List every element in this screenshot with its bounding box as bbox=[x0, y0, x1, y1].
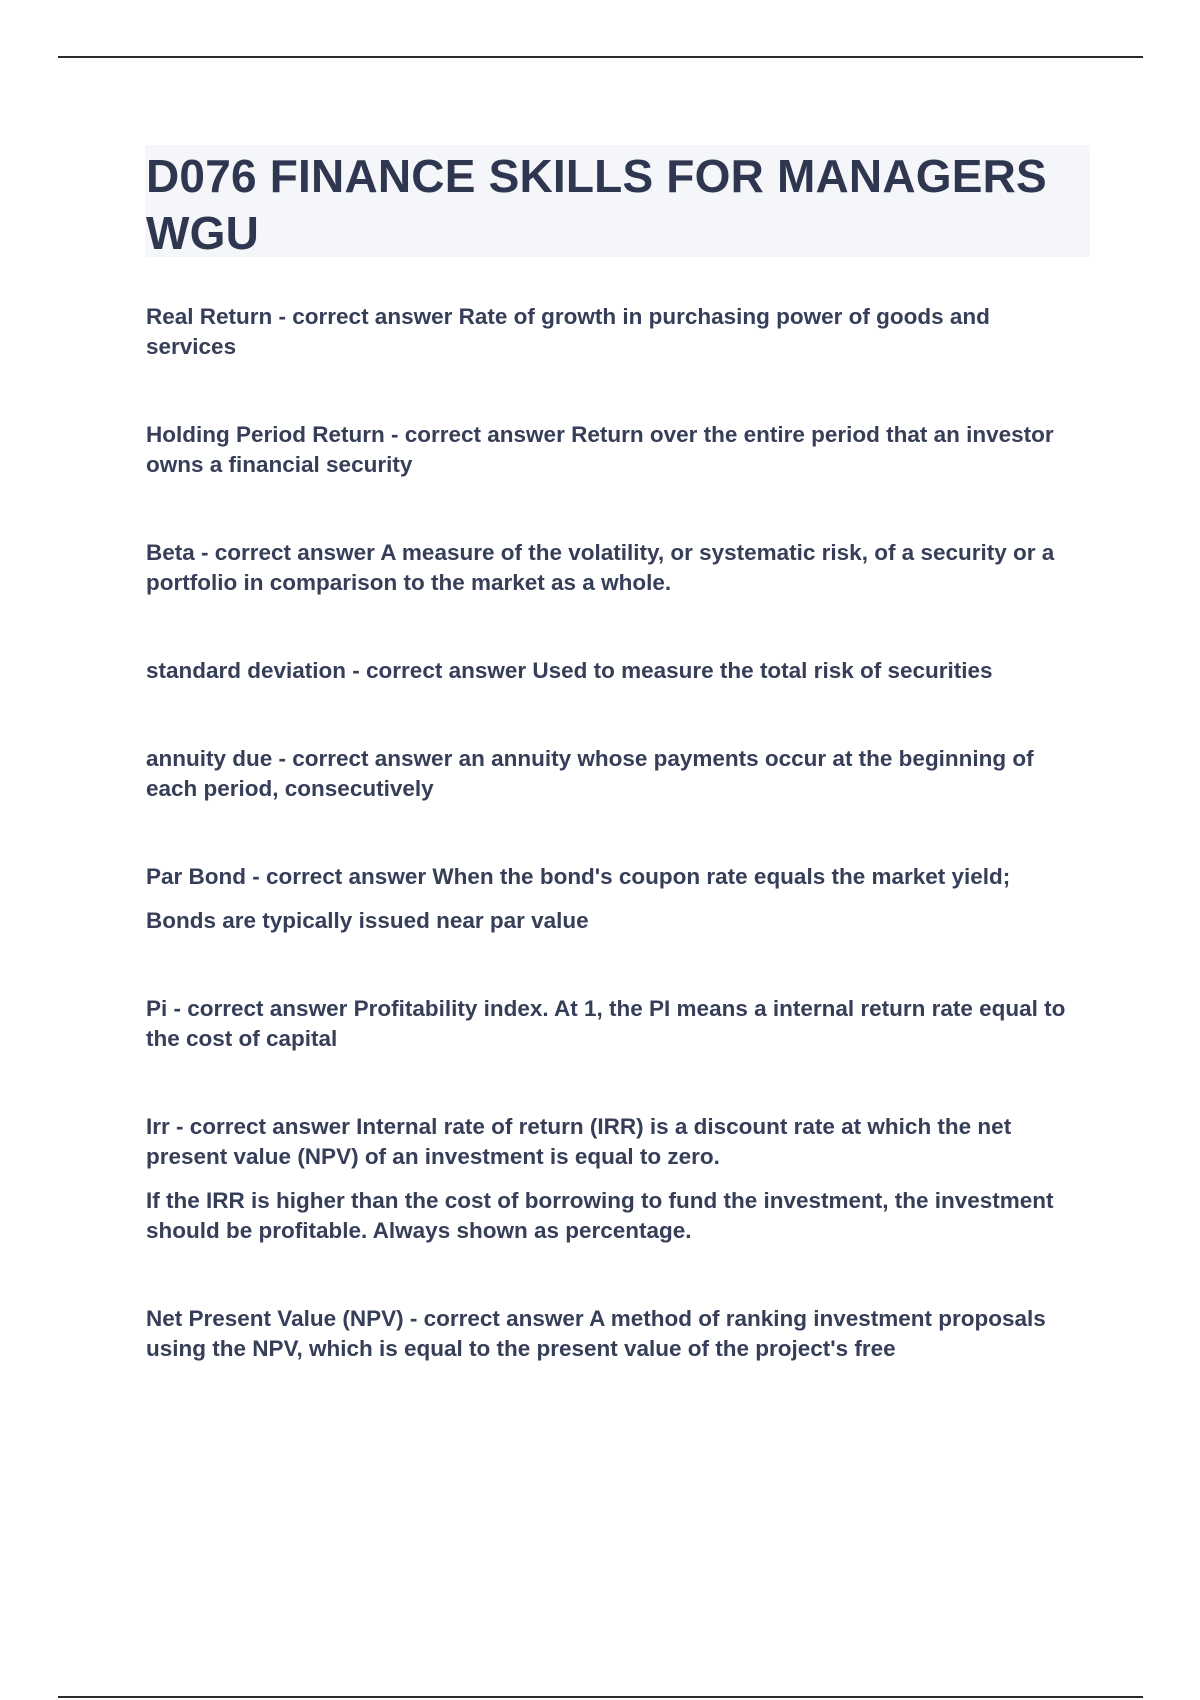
page-title: D076 FINANCE SKILLS FOR MANAGERS WGU bbox=[146, 150, 1047, 259]
flashcard-text-continued: If the IRR is higher than the cost of borrowing to fund the investment, the investment should be profitable. Always shown as percentage. bbox=[146, 1188, 1054, 1243]
flashcard-par-bond bbox=[146, 862, 1086, 936]
flashcard-text: Real Return - correct answer Rate of growth in purchasing power of goods and services bbox=[146, 304, 990, 359]
flashcard-text-continued: Bonds are typically issued near par value bbox=[146, 908, 589, 933]
flashcard-real-return bbox=[146, 302, 1086, 362]
flashcard-text: Net Present Value (NPV) - correct answer A method of ranking investment proposals using the NPV, which is equal to the present value of the project's free bbox=[146, 1306, 1046, 1361]
flashcard-beta bbox=[146, 538, 1086, 598]
flashcard-npv bbox=[146, 1304, 1086, 1364]
flashcard-text: Irr - correct answer Internal rate of return (IRR) is a discount rate at which the net present value (NPV) of an investment is equal to zero. bbox=[146, 1114, 1012, 1169]
flashcard-pi bbox=[146, 994, 1086, 1054]
flashcard-text: annuity due - correct answer an annuity whose payments occur at the beginning of each period, consecutively bbox=[146, 746, 1034, 801]
flashcard-annuity-due bbox=[146, 744, 1086, 804]
flashcard-text: Pi - correct answer Profitability index. At 1, the PI means a internal return rate equal to the cost of capital bbox=[146, 996, 1066, 1051]
flashcard-text: Par Bond - correct answer When the bond's coupon rate equals the market yield; bbox=[146, 864, 1011, 889]
flashcard-text: Beta - correct answer A measure of the volatility, or systematic risk, of a security or a portfolio in comparison to the market as a whole. bbox=[146, 540, 1055, 595]
bottom-divider bbox=[58, 1696, 1143, 1698]
flashcard-list bbox=[146, 302, 1086, 1422]
top-divider bbox=[58, 56, 1143, 58]
flashcard-standard-deviation bbox=[146, 656, 1086, 686]
flashcard-text: standard deviation - correct answer Used to measure the total risk of securities bbox=[146, 658, 993, 683]
flashcard-irr bbox=[146, 1112, 1086, 1246]
flashcard-text: Holding Period Return - correct answer Return over the entire period that an investor owns a financial security bbox=[146, 422, 1054, 477]
flashcard-holding-period-return bbox=[146, 420, 1086, 480]
